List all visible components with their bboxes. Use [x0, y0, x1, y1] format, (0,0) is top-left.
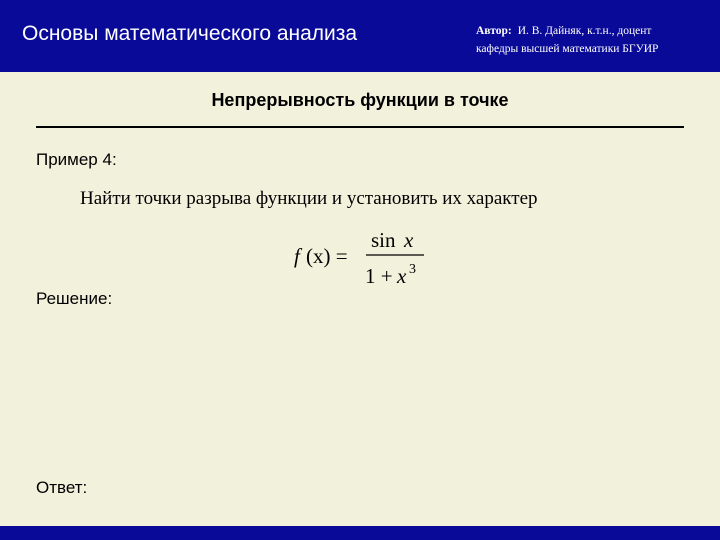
author-label: Автор:: [476, 25, 512, 37]
author-info: [476, 22, 658, 58]
title-divider: [36, 126, 684, 128]
formula-denominator-var: x: [397, 264, 407, 288]
task-text: Найти точки разрыва функции и установить их характер: [80, 188, 538, 209]
formula-f: f: [294, 244, 300, 268]
formula-numerator-var: x: [404, 228, 414, 252]
slide-title: Непрерывность функции в точке: [211, 90, 509, 110]
author-name: И. В. Дайняк, к.т.н., доцент: [517, 25, 652, 37]
formula-denominator-base: 1 +: [365, 264, 393, 288]
example-label: Пример 4:: [36, 150, 117, 169]
author-department: кафедры высшей математики БГУИР: [476, 43, 659, 55]
answer-label: Ответ:: [36, 478, 88, 497]
course-title: Основы математического анализа: [22, 22, 358, 45]
formula-numerator-fn: sin: [371, 228, 396, 252]
footer-bar: [0, 526, 720, 540]
formula-exponent: 3: [409, 262, 416, 277]
function-formula: [290, 222, 440, 292]
header-bar: [0, 0, 720, 72]
formula-lhs-arg: (x) =: [306, 244, 348, 268]
solution-label: Решение:: [36, 289, 113, 308]
